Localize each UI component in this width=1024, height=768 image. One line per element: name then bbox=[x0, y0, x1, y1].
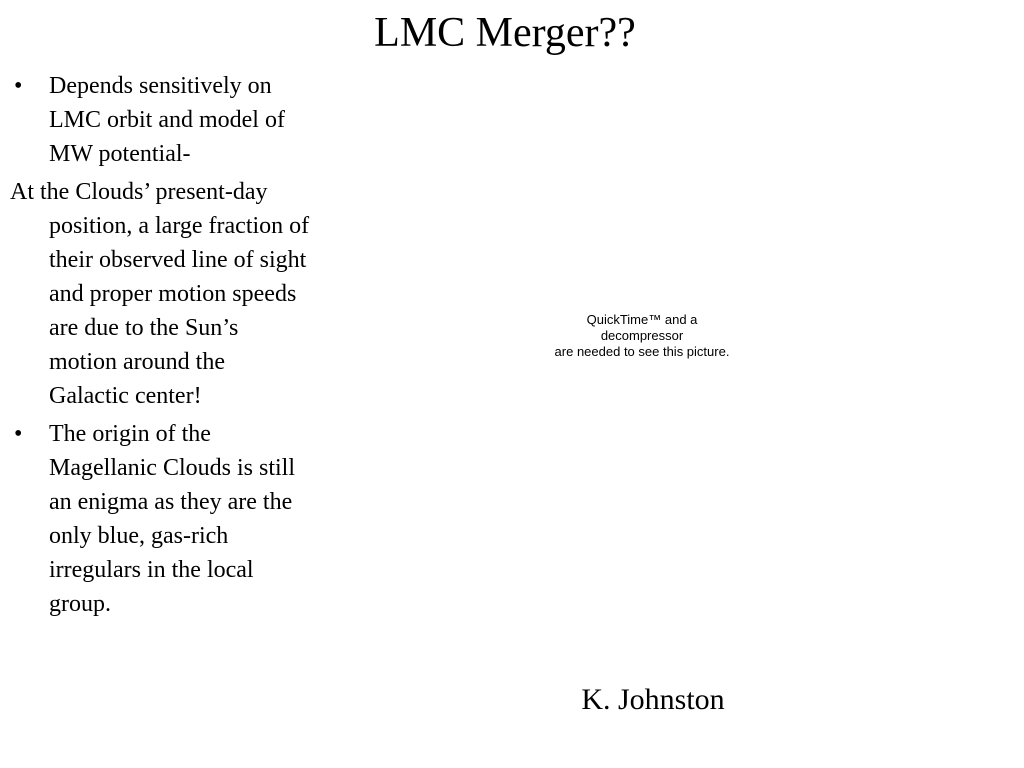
bullet-icon: • bbox=[14, 421, 23, 447]
placeholder-line: decompressor bbox=[600, 328, 684, 343]
paragraph-text: At the Clouds’ present-day position, a large fraction of their observed line of sight and proper motion speeds are due to the Sun’s motion around the Galactic center! bbox=[10, 179, 310, 409]
body-text bbox=[10, 69, 310, 625]
slide-title: LMC Merger?? bbox=[374, 10, 636, 56]
bullet-item bbox=[10, 69, 310, 171]
author-credit: K. Johnston bbox=[581, 683, 725, 716]
bullet-icon: • bbox=[14, 73, 23, 99]
bullet-text: The origin of the Magellanic Clouds is still an enigma as they are the only blue, gas-rich irregulars in the local group. bbox=[49, 421, 295, 617]
bullet-item bbox=[10, 417, 310, 621]
placeholder-line: are needed to see this picture. bbox=[554, 344, 730, 359]
placeholder-line: QuickTime™ and a bbox=[586, 312, 698, 327]
media-placeholder bbox=[530, 312, 754, 360]
body-paragraph bbox=[10, 175, 310, 413]
bullet-text: Depends sensitively on LMC orbit and model of MW potential- bbox=[49, 73, 285, 167]
